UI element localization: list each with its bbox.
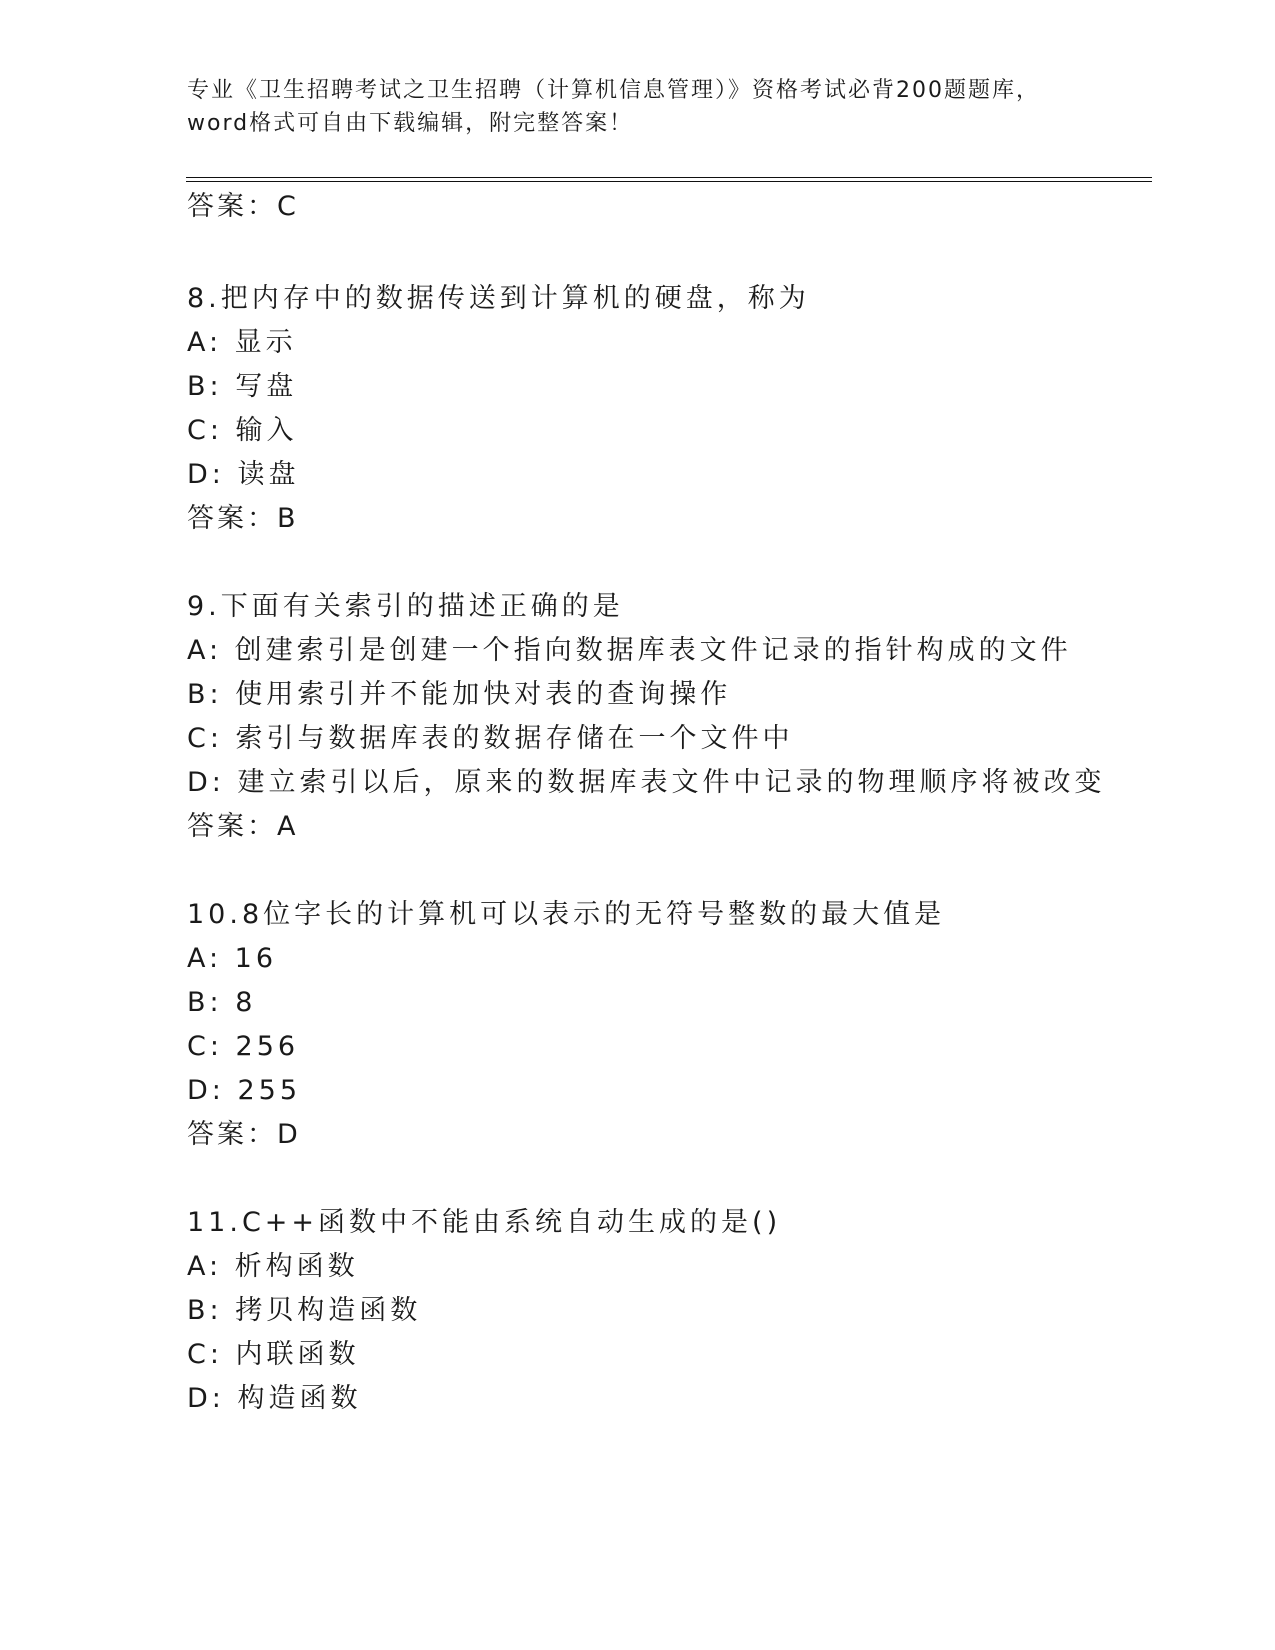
answer-previous: 答案：C <box>187 191 299 222</box>
question-8-option-c: C: 输入 <box>187 415 298 446</box>
question-11-option-d: D: 构造函数 <box>187 1383 362 1414</box>
header-line-2: word格式可自由下载编辑，附完整答案！ <box>187 111 634 136</box>
question-11-stem: 11.C++函数中不能由系统自动生成的是() <box>187 1207 782 1238</box>
header-line-1: 专业《卫生招聘考试之卫生招聘（计算机信息管理）》资格考试必背200题题库， <box>187 78 1040 103</box>
question-11-option-a: A: 析构函数 <box>187 1251 359 1282</box>
question-11-option-b: B: 拷贝构造函数 <box>187 1295 422 1326</box>
question-8-option-d: D: 读盘 <box>187 459 300 490</box>
header-divider-bottom <box>186 181 1152 182</box>
question-8-option-a: A: 显示 <box>187 327 297 358</box>
question-9-option-d: D: 建立索引以后，原来的数据库表文件中记录的物理顺序将被改变 <box>187 767 1106 798</box>
question-8-answer: 答案：B <box>187 503 299 534</box>
question-10-option-a: A: 16 <box>187 943 278 974</box>
question-8-stem: 8.把内存中的数据传送到计算机的硬盘，称为 <box>187 283 810 314</box>
question-10-stem: 10.8位字长的计算机可以表示的无符号整数的最大值是 <box>187 899 946 930</box>
question-10-answer: 答案：D <box>187 1119 301 1150</box>
document-header <box>187 74 1087 140</box>
question-10-option-c: C: 256 <box>187 1031 300 1062</box>
question-11-option-c: C: 内联函数 <box>187 1339 360 1370</box>
question-9-option-c: C: 索引与数据库表的数据存储在一个文件中 <box>187 723 794 754</box>
question-9-option-b: B: 使用索引并不能加快对表的查询操作 <box>187 679 732 710</box>
question-10-option-d: D: 255 <box>187 1075 302 1106</box>
question-9-stem: 9.下面有关索引的描述正确的是 <box>187 591 624 622</box>
question-9-answer: 答案：A <box>187 811 299 842</box>
question-8-option-b: B: 写盘 <box>187 371 298 402</box>
question-9-option-a: A: 创建索引是创建一个指向数据库表文件记录的指针构成的文件 <box>187 635 1072 666</box>
header-divider-top <box>186 177 1152 178</box>
question-10-option-b: B: 8 <box>187 987 257 1018</box>
